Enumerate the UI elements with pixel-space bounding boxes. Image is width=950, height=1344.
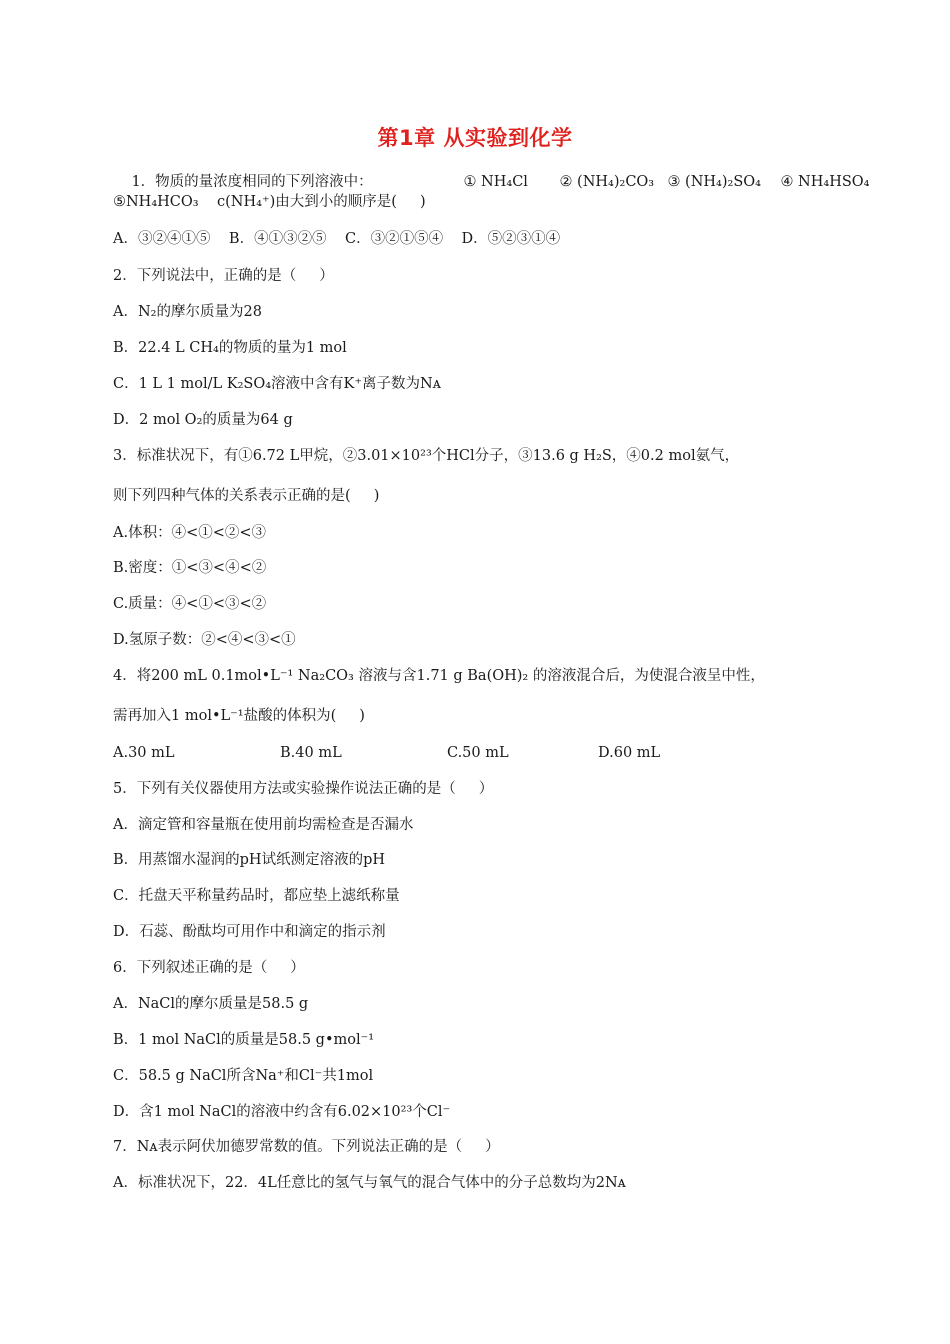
question-1-options: A．③②④①⑤ B．④①③②⑤ C．③②①⑤④ D．⑤②③①④ [113, 231, 561, 247]
question-2-option-c: C．1 L 1 mol/L K₂SO₄溶液中含有K⁺离子数为Nᴀ [113, 376, 441, 392]
question-7-stem: 7．Nᴀ表示阿伏加德罗常数的值。下列说法正确的是（ ） [113, 1139, 500, 1155]
question-1-stem-line2: ⑤NH₄HCO₃ c(NH₄⁺)由大到小的顺序是( ) [113, 194, 426, 210]
page-title: 第1章 从实验到化学 [377, 126, 573, 150]
question-3-option-b: B.密度：①<③<④<② [113, 560, 267, 576]
question-4-option-d: D.60 mL [598, 745, 661, 761]
question-2-option-d: D．2 mol O₂的质量为64 g [113, 412, 293, 428]
question-6-stem: 6．下列叙述正确的是（ ） [113, 960, 305, 976]
question-5-option-b: B．用蒸馏水湿润的pH试纸测定溶液的pH [113, 852, 386, 868]
question-4-option-c: C.50 mL [447, 745, 509, 761]
question-4-stem-line2: 需再加入1 mol•L⁻¹盐酸的体积为( ) [113, 708, 365, 724]
question-2-option-a: A．N₂的摩尔质量为28 [113, 304, 262, 320]
compound-2: ② (NH₄)₂CO₃ [559, 174, 655, 190]
question-5-option-c: C．托盘天平称量药品时，都应垫上滤纸称量 [113, 888, 400, 904]
question-5-stem: 5．下列有关仪器使用方法或实验操作说法正确的是（ ） [113, 781, 494, 797]
question-2-stem: 2．下列说法中，正确的是（ ） [113, 268, 334, 284]
question-4-option-a: A.30 mL [113, 745, 175, 761]
question-7-option-a: A．标准状况下，22．4L任意比的氢气与氧气的混合气体中的分子总数均为2Nᴀ [113, 1175, 626, 1191]
question-3-option-c: C.质量：④<①<③<② [113, 596, 267, 612]
compound-3: ③ (NH₄)₂SO₄ [667, 174, 761, 190]
question-3-option-a: A.体积：④<①<②<③ [113, 525, 267, 541]
question-6-option-c: C．58.5 g NaCl所含Na⁺和Cl⁻共1mol [113, 1068, 374, 1084]
question-4-option-b: B.40 mL [280, 745, 342, 761]
question-5-option-d: D．石蕊、酚酞均可用作中和滴定的指示剂 [113, 924, 386, 940]
question-6-option-b: B．1 mol NaCl的质量是58.5 g•mol⁻¹ [113, 1032, 375, 1048]
question-3-stem: 3．标准状况下，有①6.72 L甲烷，②3.01×10²³个HCl分子，③13.6 g H₂S，④0.2 mol氨气， [113, 448, 740, 464]
question-6-option-a: A．NaCl的摩尔质量是58.5 g [113, 996, 309, 1012]
question-1-text: 1．物质的量浓度相同的下列溶液中： [131, 174, 373, 190]
question-3-option-d: D.氢原子数：②<④<③<① [113, 632, 296, 648]
question-6-option-d: D．含1 mol NaCl的溶液中约含有6.02×10²³个Cl⁻ [113, 1104, 451, 1120]
question-5-option-a: A．滴定管和容量瓶在使用前均需检查是否漏水 [113, 817, 414, 833]
compound-1: ① NH₄Cl [463, 174, 528, 190]
question-4-stem: 4．将200 mL 0.1mol•L⁻¹ Na₂CO₃ 溶液与含1.71 g Ba(OH)₂ 的溶液混合后，为使混合液呈中性， [113, 668, 765, 684]
question-2-option-b: B．22.4 L CH₄的物质的量为1 mol [113, 340, 347, 356]
compound-4: ④ NH₄HSO₄ [780, 174, 870, 190]
question-3-stem-line2: 则下列四种气体的关系表示正确的是( ) [113, 488, 380, 504]
